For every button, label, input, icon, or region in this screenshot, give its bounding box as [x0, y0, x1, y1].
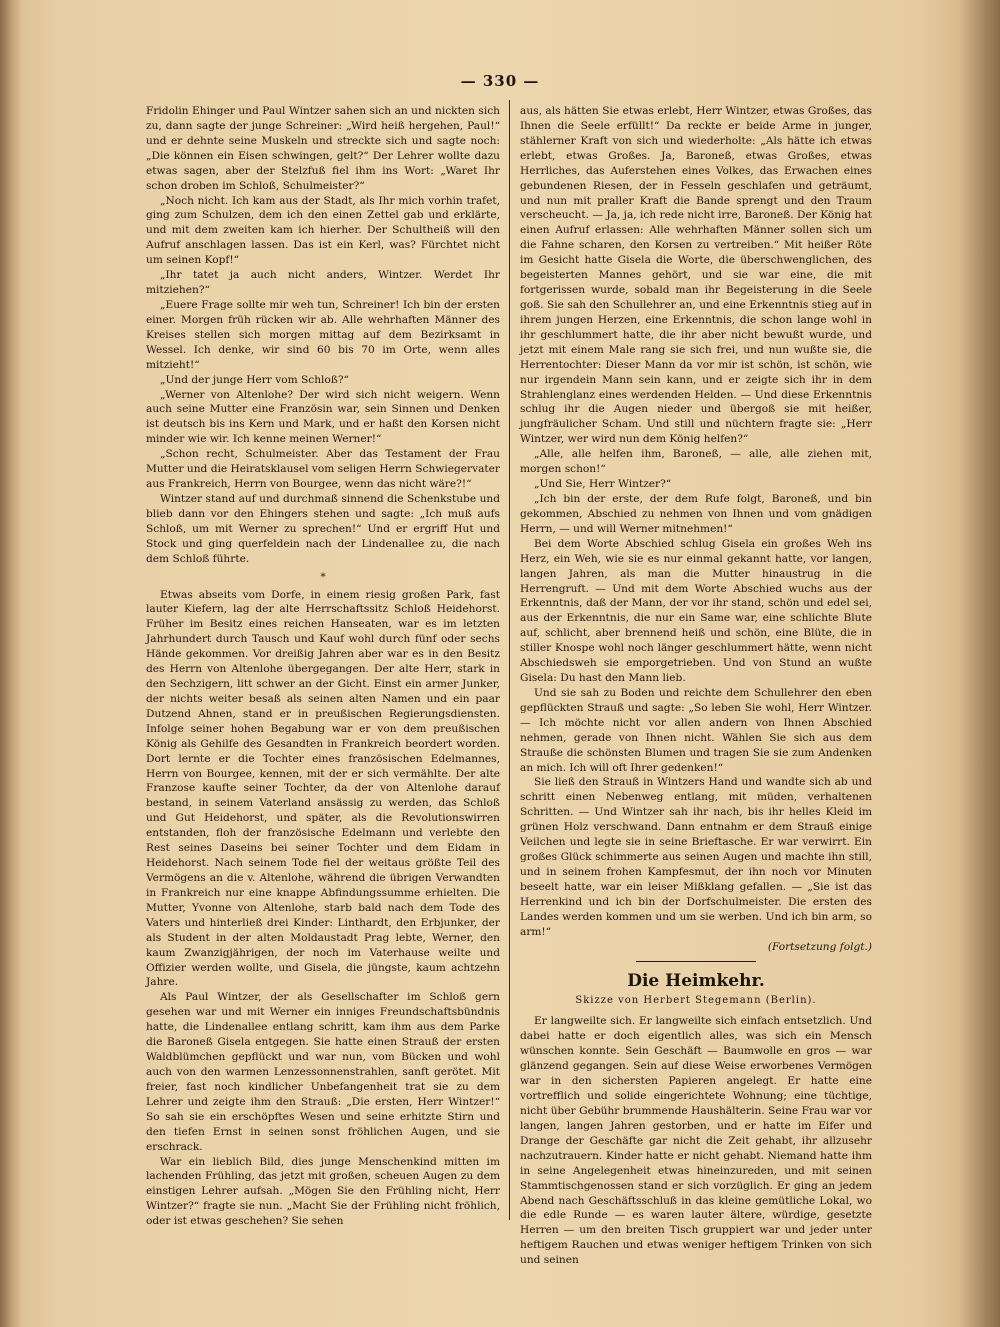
story-title: Die Heimkehr. [627, 970, 765, 991]
paragraph: „Ich bin der erste, der dem Rufe folgt, Baroneß, und bin gekommen, Abschied zu nehmen von Ihnen und vom gnädigen Herrn, — und will Werner mitnehmen!“ [520, 492, 872, 535]
paragraph: Und sie sah zu Boden und reichte dem Schullehrer den eben gepflückten Strauß und sagte: „So leben Sie wohl, Herr Wintzer. — Ich möchte nicht vor allen andern von Ihnen Abschied nehmen, gerade von Ihnen nicht. Wählen Sie sich aus dem Strauße die schönsten Blumen und tragen Sie sie zum Andenken an mich. Ich will oft Ihrer gedenken!“ [520, 686, 872, 774]
left-column [146, 104, 500, 1228]
paragraph: War ein lieblich Bild, dies junge Menschenkind mitten im lachenden Frühling, das jetzt mit großen, scheuen Augen zu dem einstigen Lehrer aufsah. „Mögen Sie den Frühling nicht, Herr Wintzer?“ fragte sie nun. „Macht Sie der Frühling nicht fröhlich, oder ist etwas geschehen? Sie sehen [146, 1155, 500, 1228]
paragraph: Als Paul Wintzer, der als Gesellschafter im Schloß gern gesehen war und mit Werner ein inniges Freundschaftsbündnis hatte, die Lindenallee entlang schritt, kam ihm aus dem Parke die Baroneß Gisela entgegen. Sie hatte einen Strauß der ersten Waldblümchen gepflückt und war nun, vom Bücken und wohl auch von den warmen Lenzessonnenstrahlen, sanft gerötet. Mit freier, fast noch kindlicher Unbefangenheit trat sie zu dem Lehrer und zeigte ihm den Strauß: „Die ersten, Herr Wintzer!“ So sah sie ein erschöpftes Wesen und seine erhitzte Stirn und den tiefen Ernst in seinen sonst fröhlichen Augen, und sie erschrack. [146, 991, 500, 1153]
paragraph: „Werner von Altenlohe? Der wird sich nicht weigern. Wenn auch seine Mutter eine Französin war, sein Sinnen und Denken ist deutsch bis ins Kern und Mark, und er haßt den Korsen nicht minder wie wir. Ich kenne meinen Werner!“ [146, 388, 500, 446]
paragraph: „Noch nicht. Ich kam aus der Stadt, als Ihr mich vorhin trafet, ging zum Schulzen, dem ich den einen Zettel gab und erklärte, und mit dem zweiten kam ich hierher. Der Schultheiß will den Aufruf anschlagen lassen. Das ist ein Kerl, was? Fürchtet nicht um seinen Kopf!“ [146, 194, 500, 267]
paragraph: „Ihr tatet ja auch nicht anders, Wintzer. Werdet Ihr mitziehen?“ [146, 269, 500, 297]
paragraph: „Euere Frage sollte mir weh tun, Schreiner! Ich bin der ersten einer. Morgen früh rücken wir ab. Alle wehrhaften Männer des Kreises stellen sich morgen mittag auf dem Bezirksamt in Wessel. Ich denke, wir sind 60 bis 70 im Orte, wenn alles mitzieht!“ [146, 298, 500, 371]
paragraph: „Alle, alle helfen ihm, Baroneß, — alle, alle ziehen mit, morgen schon!“ [520, 448, 872, 476]
story-byline: Skizze von Herbert Stegemann (Berlin). [575, 994, 817, 1006]
paragraph: „Und Sie, Herr Wintzer?“ [534, 478, 672, 491]
paragraph: „Und der junge Herr vom Schloß?“ [160, 373, 349, 386]
page-left-edge [0, 0, 22, 1327]
section-separator: * [320, 570, 326, 583]
binding-gutter [960, 0, 1000, 1327]
story-separator-rule [636, 961, 756, 962]
column-divider [509, 100, 510, 1220]
paragraph: „Schon recht, Schulmeister. Aber das Testament der Frau Mutter und die Heiratsklausel vom seligen Herrn Schwiegervater aus Frankreich, Herrn von Bourgee, wenn das nicht wäre?!“ [146, 448, 500, 491]
paragraph: Fridolin Ehinger und Paul Wintzer sahen sich an und nickten sich zu, dann sagte der junge Schreiner: „Wird heiß hergehen, Paul!“ und er dehnte seine Muskeln und streckte sich und sagte noch: „Die können ein Eisen schwingen, gelt?“ Der Lehrer wollte dazu etwas sagen, aber der Stelzfuß fiel ihm ins Wort: „Waret Ihr schon droben im Schloß, Schulmeister?“ [146, 105, 500, 192]
paragraph: aus, als hätten Sie etwas erlebt, Herr Wintzer, etwas Großes, das Ihnen die Seele erfüllt!“ Da reckte er beide Arme in junger, stählerner Kraft von sich und wiederholte: „Als hätte ich etwas erlebt, etwas Großes. Ja, Baroneß, etwas Großes, etwas Herrliches, das Auferstehen eines Volkes, das Erwachen eines gebundenen Riesen, der in Fesseln geschlafen und geträumt, und nun mit praller Kraft die Bande sprengt und den Traum verscheucht. — Ja, ja, ich rede nicht irre, Baroneß. Der König hat einen Aufruf erlassen: Alle wehrhaften Männer sollen sich um die Fahne scharen, den Korsen zu vertreiben.“ Mit heißer Röte im Gesicht hatte Gisela die Worte, die überschwenglichen, des begeisterten Mannes gehört, und sie war eine, die mit fortgerissen wurde, sobald man ihr Begeisterung in die Seele goß. Sie sah den Schullehrer an, und eine Erkenntnis stieg auf in ihrem jungen Herzen, eine Erkenntnis, die schon lange wohl in ihr geschlummert hatte, die ihr aber nicht bewußt wurde, und jetzt mit einem Male rang sie sich frei, und nun wußte sie, die Herrentochter: Dieser Mann da vor mir ist schön, ist schön, wie nur irgendein Mann sein kann, und er zeigte sich ihr in dem Strahlenglanz eines werdenden Helden. — Und diese Erkenntnis schlug ihr die Augen nieder und übergoß sie mit heißer, jungfräulicher Scham. Und still und nüchtern fragte sie: „Herr Wintzer, wer wird nun dem König helfen?“ [520, 105, 872, 446]
page-number: — 330 — [460, 72, 540, 90]
paragraph: Sie ließ den Strauß in Wintzers Hand und wandte sich ab und schritt einen Nebenweg entlang, mit müden, verhaltenen Schritten. — Und Wintzer sah ihr nach, bis ihr helles Kleid im grünen Holz verschwand. Dann entnahm er dem Strauß einige Veilchen und legte sie in seine Brieftasche. Er war verwirrt. Ein großes Glück schimmerte aus seinen Augen und machte ihn still, und in seinem frohen Kampfesmut, der ihn noch vor Minuten beseelt hatte, war ein leiser Mißklang gefallen. — „Sie ist das Herrenkind und ich bin der Dorfschulmeister. Die ersten des Landes werden kommen und um sie werben. Und ich bin arm, so arm!“ [520, 776, 872, 938]
continuation-note: (Fortsetzung folgt.) [767, 940, 872, 953]
paragraph: Wintzer stand auf und durchmaß sinnend die Schenkstube und blieb dann vor den Ehingers stehen und sagte: „Ich muß aufs Schloß, um mit Werner zu sprechen!“ Und er ergriff Hut und Stock und ging querfeldein nach der Lindenallee zu, die nach dem Schloß führte. [146, 492, 500, 565]
paragraph: Bei dem Worte Abschied schlug Gisela ein großes Weh ins Herz, ein Weh, wie sie es nur einmal gekannt hatte, vor langen, langen Jahren, als man die Mutter hinaustrug in die Herrengruft. — Und mit dem Worte Abschied wuchs aus der Erkenntnis, daß der Mann, der vor ihr stand, schön und edel sei, aus der Erkenntnis, die nur ein Same war, eine schlichte Blute auf, schlicht, aber brennend heiß und schön, eine Blüte, die in stiller Knospe wohl noch länger geschlummert hätte, wenn nicht Abschiedsweh sie emporgetrieben. Und von Stund an wußte Gisela: Du hast den Mann lieb. [520, 537, 872, 685]
right-column [520, 104, 872, 1267]
paragraph: Etwas abseits vom Dorfe, in einem riesig großen Park, fast lauter Kiefern, lag der alte Herrschaftssitz Schloß Heidehorst. Früher im Besitz eines reichen Hanseaten, war es im letzten Jahrhundert durch Tausch und Kauf wohl durch fünf oder sechs Hände gekommen. Vor dreißig Jahren aber war es in den Besitz des Herrn von Altenlohe übergegangen. Der alte Herr, stark in den Sechzigern, litt schwer an der Gicht. Einst ein armer Junker, der nichts weiter besaß als seinen alten Namen und ein paar Dutzend Ahnen, stand er in preußischen Regierungsdiensten. Infolge seiner hohen Begabung war er von dem preußischen König als Gehilfe des Gesandten in Frankreich beordert worden. Dort lernte er die Tochter eines französischen Edelmannes, Herrn von Bourgee, kennen, mit der er sich vermählte. Der alte Franzose kaufte seiner Tochter, da der von Altenlohe darauf bestand, in seinem Vaterland ansässig zu werden, das Schloß und Gut Heidehorst, und später, als die Revolutionswirren entstanden, floh der französische Edelmann und verlebte den Rest seines Daseins bei seiner Tochter und dem Eidam in Heidehorst. Nach seinem Tode fiel der weitaus größte Teil des Vermögens an die v. Altenlohe, während die übrigen Verwandten in Frankreich nur eine knappe Abfindungssumme erhielten. Die Mutter, Yvonne von Altenlohe, starb bald nach dem Tode des Vaters und hinterließ drei Kinder: Linthardt, den Erbjunker, der als Student in der alten Moldaustadt Prag lebte, Werner, den kaum Zwanzigjährigen, der noch im Vaterhause weilte und Offizier werden wollte, und Gisela, die jüngste, kaum achtzehn Jahre. [146, 588, 500, 989]
paragraph: Er langweilte sich. Er langweilte sich einfach entsetzlich. Und dabei hatte er doch eigentlich alles, was sich ein Mensch wünschen konnte. Sein Geschäft — Baumwolle en gros — war glänzend gegangen. Sein auf diese Weise erworbenes Vermögen war in den sichersten Papieren angelegt. Er hatte eine vortrefflich und solide eingerichtete Wohnung; eine tüchtige, nicht über Gebühr brummende Haushälterin. Seine Frau war vor langen, langen Jahren gestorben, und er hatte im Eifer und Drange der Geschäfte gar nicht die Zeit gehabt, ihr allzusehr nachzutrauern. Kinder hatte er nicht gehabt. Niemand hatte ihm in seine Angelegenheit etwas hineinzureden, und mit seinen Stammtischgenossen stand er sich vorzüglich. Er ging an jedem Abend nach Geschäftsschluß in das kleine gemütliche Lokal, wo die edle Runde — es waren lauter ältere, würdige, gesetzte Herren — um den breiten Tisch gruppiert war und jeder unter heftigem Rauchen und etwas weniger heftigem Trinken von sich und seinen [520, 1015, 872, 1267]
